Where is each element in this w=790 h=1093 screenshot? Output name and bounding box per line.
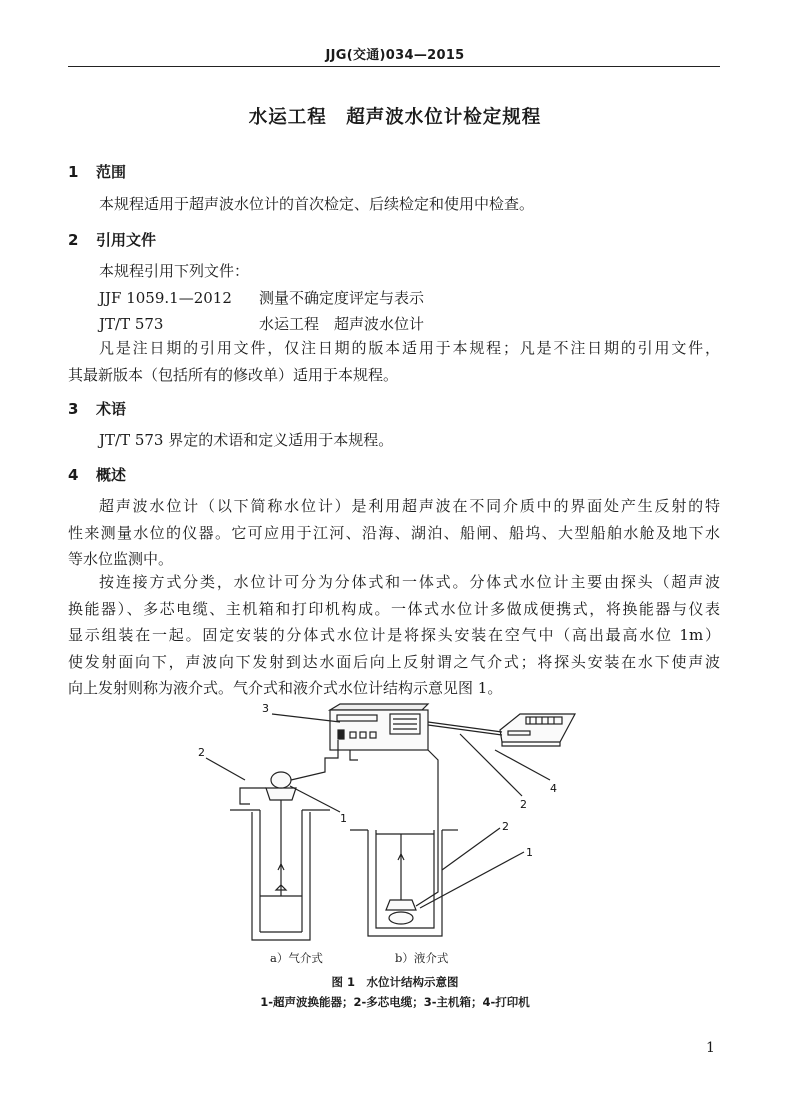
- section-number: 2: [68, 231, 79, 249]
- reference-list: [99, 285, 424, 336]
- subfigure-caption-b: b）液介式: [395, 951, 449, 965]
- paragraph-line: 等水位监测中。: [68, 550, 174, 568]
- reference-name: 水运工程 超声波水位计: [259, 314, 425, 333]
- section-4-paragraph-1: [68, 493, 720, 573]
- section-3-text: [99, 427, 393, 454]
- section-heading-1: [68, 161, 126, 182]
- water-level-meter-diagram: [190, 700, 620, 950]
- header-rule: [68, 66, 720, 67]
- air-type-well: [230, 740, 338, 940]
- section-title: 范围: [96, 163, 127, 181]
- section-title: 引用文件: [96, 231, 157, 249]
- paragraph-line: JT/T 573 界定的术语和定义适用于本规程。: [99, 431, 394, 449]
- paragraph-line: 其最新版本（包括所有的修改单）适用于本规程。: [68, 365, 399, 384]
- section-1-text: [99, 191, 534, 218]
- paragraph-line: 使发射面向下，声波向下发射到达水面后向上反射谓之气介式；将探头安装在水下使声波: [68, 652, 720, 671]
- callout-leader-2c: [442, 828, 500, 870]
- callout-label: 2: [198, 746, 205, 759]
- callout-label: 2: [520, 798, 527, 811]
- section-title: 概述: [96, 466, 127, 484]
- paragraph-line: 向上发射则称为液介式。气介式和液介式水位计结构示意见图 1。: [68, 679, 503, 697]
- callout-label: 1: [340, 812, 347, 825]
- reference-code: JT/T 573: [99, 314, 164, 333]
- section-title: 术语: [96, 400, 127, 418]
- paragraph-line: 凡是注日期的引用文件，仅注日期的版本适用于本规程；凡是不注日期的引用文件，: [99, 339, 720, 357]
- paragraph-line: 超声波水位计（以下简称水位计）是利用超声波在不同介质中的界面处产生反射的特: [99, 497, 720, 515]
- section-number: 4: [68, 466, 79, 484]
- paragraph-line: 本规程适用于超声波水位计的首次检定、后续检定和使用中检查。: [99, 195, 535, 213]
- reference-code: JJF 1059.1—2012: [99, 289, 232, 307]
- callout-leader-1a: [290, 786, 340, 812]
- paragraph-line: 换能器）、多芯电缆、主机箱和打印机构成。一体式水位计多做成便携式，将换能器与仪表: [68, 599, 720, 618]
- section-number: 1: [68, 163, 79, 181]
- section-2-note: [68, 335, 720, 388]
- section-number: 3: [68, 400, 79, 418]
- liquid-type-well: [350, 750, 458, 936]
- paragraph-line: 按连接方式分类，水位计可分为分体式和一体式。分体式水位计主要由探头（超声波: [99, 573, 720, 591]
- paragraph-line: 性来测量水位的仪器。它可应用于江河、沿海、湖泊、船闸、船坞、大型船舶水舱及地下水: [68, 523, 720, 542]
- section-heading-3: [68, 398, 126, 419]
- callout-label: 1: [526, 846, 533, 859]
- reference-name: 测量不确定度评定与表示: [259, 289, 425, 307]
- callout-label: 4: [550, 782, 557, 795]
- section-heading-2: [68, 229, 156, 250]
- figure-legend: 1-超声波换能器；2-多芯电缆；3-主机箱；4-打印机: [260, 995, 530, 1009]
- section-4-paragraph-2: [68, 569, 720, 702]
- page-number: 1: [706, 1040, 715, 1056]
- section-heading-4: [68, 464, 126, 485]
- subfigure-caption-a: a）气介式: [270, 951, 323, 965]
- paragraph-line: 显示组装在一起。固定安装的分体式水位计是将探头安装在空气中（高出最高水位 1m）: [68, 626, 720, 644]
- figure-caption: 图 1 水位计结构示意图: [331, 975, 459, 989]
- callout-leader-4: [495, 750, 550, 780]
- section-2-intro: [99, 258, 249, 285]
- document-title: 水运工程 超声波水位计检定规程: [248, 107, 542, 128]
- callout-leader-2a: [206, 758, 245, 780]
- callout-leader-2b: [460, 734, 522, 796]
- callout-label: 3: [262, 702, 269, 715]
- printer-box: [500, 714, 575, 746]
- callout-label: 2: [502, 820, 509, 833]
- reference-item: [99, 285, 424, 311]
- main-unit-box: [330, 704, 428, 750]
- reference-item: [99, 311, 424, 337]
- callout-leader-1b: [420, 852, 524, 908]
- running-header: JJG(交通)034—2015: [325, 48, 465, 63]
- paragraph-line: 本规程引用下列文件：: [99, 262, 250, 280]
